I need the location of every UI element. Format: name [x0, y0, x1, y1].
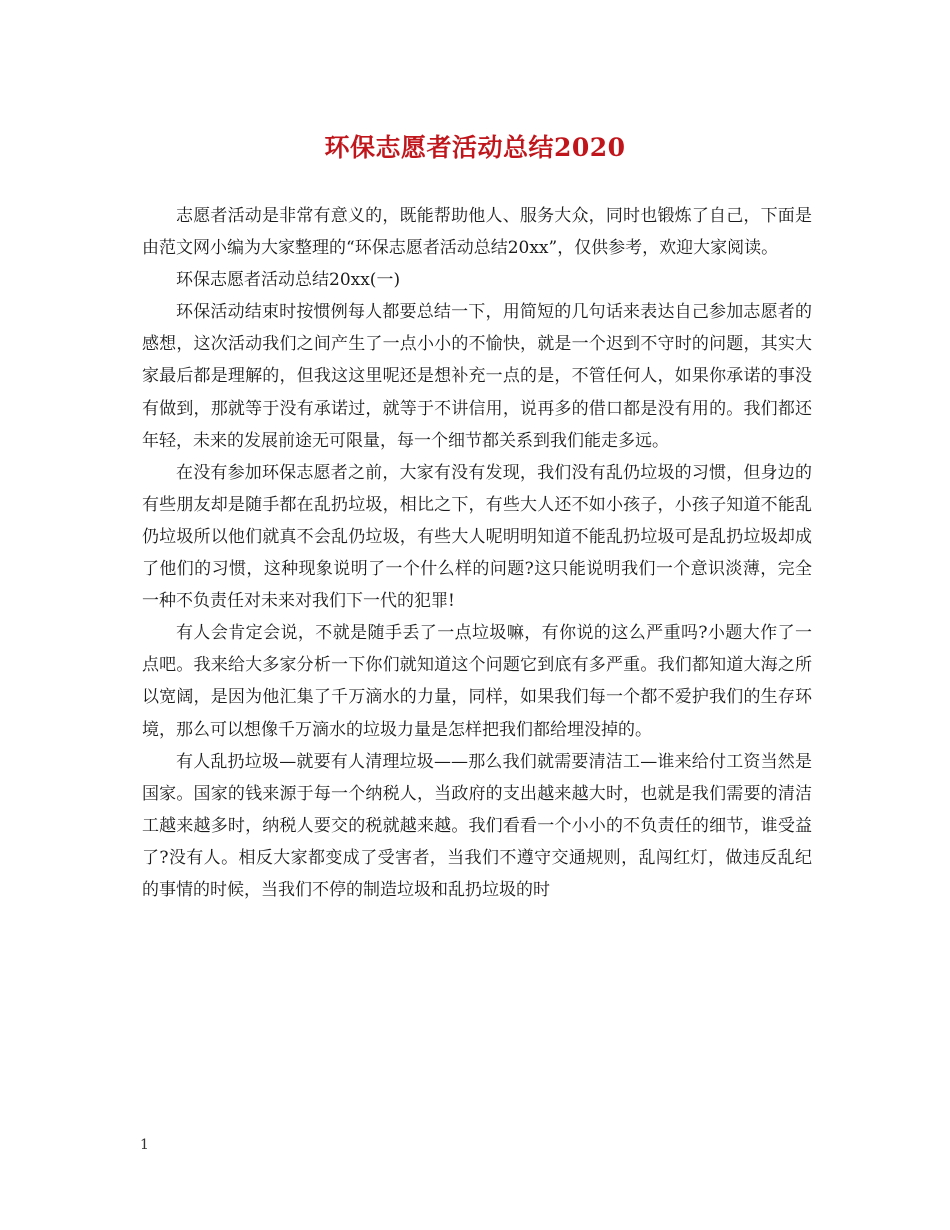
section-heading: 环保志愿者活动总结20xx(一)	[176, 270, 401, 291]
paragraph-2: 在没有参加环保志愿者之前，大家有没有发现，我们没有乱仍垃圾的习惯，但身边的有些朋友却是随手都在乱扔垃圾，相比之下，有些大人还不如小孩子，小孩子知道不能乱仍垃圾所以他们就真不会乱仍垃圾，有些大人呢明明知道不能乱扔垃圾可是乱扔垃圾却成了他们的习惯，这种现象说明了一个什么样的问题?这只能说明我们一个意识淡薄，完全一种不负责任对未来对我们下一代的犯罪!	[142, 462, 812, 612]
document-title: 环保志愿者活动总结2020	[324, 133, 626, 162]
paragraph-intro: 志愿者活动是非常有意义的，既能帮助他人、服务大众，同时也锻炼了自己，下面是由范文网小编为大家整理的“环保志愿者活动总结20xx”，仅供参考，欢迎大家阅读。	[142, 206, 812, 259]
paragraph-1: 环保活动结束时按惯例每人都要总结一下，用简短的几句话来表达自己参加志愿者的感想，这次活动我们之间产生了一点小小的不愉快，就是一个迟到不守时的问题，其实大家最后都是理解的，但我这这里呢还是想补充一点的是，不管任何人，如果你承诺的事没有做到，那就等于没有承诺过，就等于不讲信用，说再多的借口都是没有用的。我们都还年轻，未来的发展前途无可限量，每一个细节都关系到我们能走多远。	[142, 302, 812, 451]
page-number: 1	[140, 1137, 149, 1153]
document-body	[142, 200, 812, 906]
paragraph-4: 有人乱扔垃圾—就要有人清理垃圾——那么我们就需要清洁工—谁来给付工资当然是国家。国家的钱来源于每一个纳税人，当政府的支出越来越大时，也就是我们需要的清洁工越来越多时，纳税人要交的税就越来越。我们看看一个小小的不负责任的细节，谁受益了?没有人。相反大家都变成了受害者，当我们不遵守交通规则，乱闯红灯，做违反乱纪的事情的时候，当我们不停的制造垃圾和乱扔垃圾的时	[142, 751, 812, 900]
paragraph-3: 有人会肯定会说，不就是随手丢了一点垃圾嘛，有你说的这么严重吗?小题大作了一点吧。我来给大多家分析一下你们就知道这个问题它到底有多严重。我们都知道大海之所以宽阔，是因为他汇集了千万滴水的力量，同样，如果我们每一个都不爱护我们的生存环境，那么可以想像千万滴水的垃圾力量是怎样把我们都给埋没掉的。	[142, 623, 812, 740]
